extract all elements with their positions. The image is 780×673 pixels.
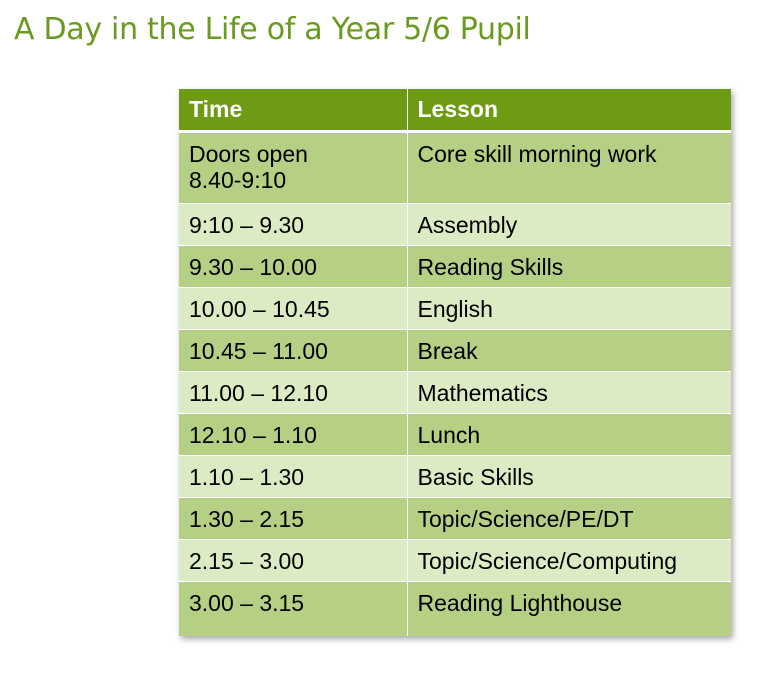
table-row — [179, 540, 731, 582]
time-cell — [179, 132, 407, 204]
lesson-cell: Lunch — [407, 414, 731, 456]
table-row — [179, 288, 731, 330]
lesson-cell: Basic Skills — [407, 456, 731, 498]
table-row — [179, 330, 731, 372]
lesson-cell: Core skill morning work — [407, 132, 731, 204]
table-header-row — [179, 89, 731, 132]
time-cell: 9.30 – 10.00 — [179, 246, 407, 288]
lesson-cell: Assembly — [407, 204, 731, 246]
time-cell: 11.00 – 12.10 — [179, 372, 407, 414]
table-row — [179, 132, 731, 204]
lesson-cell: English — [407, 288, 731, 330]
schedule-table-container — [179, 89, 731, 636]
lesson-cell: Mathematics — [407, 372, 731, 414]
column-header-lesson: Lesson — [407, 89, 731, 132]
lesson-cell: Topic/Science/Computing — [407, 540, 731, 582]
lesson-cell: Break — [407, 330, 731, 372]
table-row — [179, 246, 731, 288]
table-row — [179, 204, 731, 246]
column-header-time: Time — [179, 89, 407, 132]
time-cell: 9:10 – 9.30 — [179, 204, 407, 246]
table-row — [179, 372, 731, 414]
table-row — [179, 582, 731, 636]
time-cell: 3.00 – 3.15 — [179, 582, 407, 636]
time-cell-line-2: 8.40-9:10 — [189, 167, 287, 193]
lesson-cell: Topic/Science/PE/DT — [407, 498, 731, 540]
lesson-cell: Reading Skills — [407, 246, 731, 288]
table-row — [179, 456, 731, 498]
table-row — [179, 498, 731, 540]
time-cell: 1.10 – 1.30 — [179, 456, 407, 498]
time-cell: 1.30 – 2.15 — [179, 498, 407, 540]
time-cell-line-1: Doors open — [189, 141, 308, 167]
time-cell: 2.15 – 3.00 — [179, 540, 407, 582]
time-cell: 12.10 – 1.10 — [179, 414, 407, 456]
page-title: A Day in the Life of a Year 5/6 Pupil — [14, 12, 531, 47]
table-row — [179, 414, 731, 456]
time-cell: 10.00 – 10.45 — [179, 288, 407, 330]
time-cell: 10.45 – 11.00 — [179, 330, 407, 372]
lesson-cell: Reading Lighthouse — [407, 582, 731, 636]
schedule-table — [179, 89, 731, 636]
